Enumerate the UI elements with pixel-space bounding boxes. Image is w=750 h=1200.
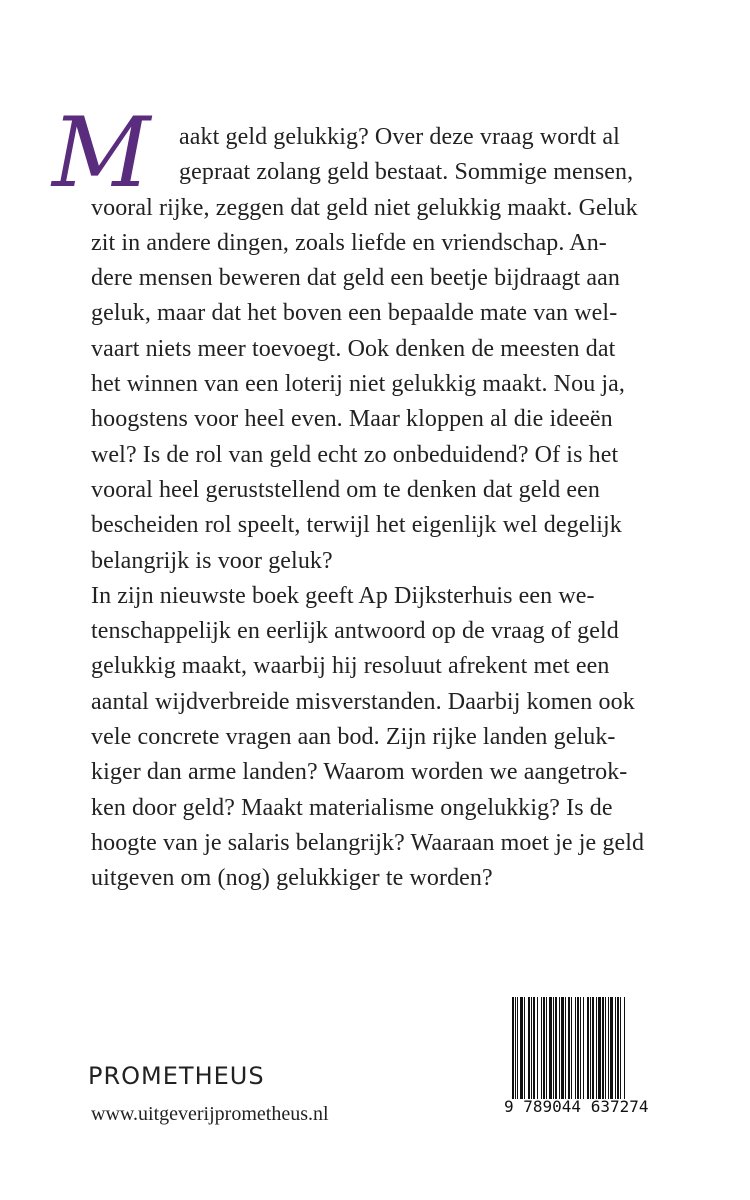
barcode-bar xyxy=(549,997,552,1099)
blurb-line: gelukkig maakt, waarbij hij resoluut afrekent met een xyxy=(91,653,610,680)
barcode-bar xyxy=(583,997,584,1099)
barcode-bar xyxy=(575,997,576,1099)
barcode-bar xyxy=(515,997,516,1099)
barcode-bar xyxy=(596,997,597,1099)
blurb-text xyxy=(91,120,671,897)
blurb-line: ken door geld? Maakt materialisme ongelukkig? Is de xyxy=(91,794,613,821)
barcode-bars xyxy=(512,997,668,1099)
barcode-bar xyxy=(587,997,589,1099)
barcode-bar xyxy=(517,997,518,1099)
barcode-bar xyxy=(541,997,542,1099)
barcode-bar xyxy=(608,997,609,1099)
barcode-bar xyxy=(533,997,535,1099)
blurb-line: wel? Is de rol van geld echt zo onbeduidend? Of is het xyxy=(91,441,619,468)
barcode-bar xyxy=(610,997,613,1099)
barcode-bar xyxy=(592,997,594,1099)
barcode-bar xyxy=(568,997,570,1099)
blurb-line: kiger dan arme landen? Waarom worden we aangetrok- xyxy=(91,759,628,786)
barcode-bar xyxy=(577,997,579,1099)
blurb-line: bescheiden rol speelt, terwijl het eigenlijk wel degelijk xyxy=(91,512,622,539)
barcode-bar xyxy=(543,997,545,1099)
barcode-bar xyxy=(555,997,557,1099)
barcode-bar xyxy=(571,997,572,1099)
blurb-line: geluk, maar dat het boven een bepaalde mate van wel- xyxy=(91,300,618,327)
barcode-bar xyxy=(531,997,532,1099)
isbn-barcode xyxy=(504,995,669,1127)
publisher-logo: PROMETHEUS xyxy=(88,1062,265,1090)
blurb-line: In zijn nieuwste boek geeft Ap Dijksterhuis een we- xyxy=(91,582,595,609)
barcode-bar xyxy=(590,997,591,1099)
barcode-bar xyxy=(528,997,530,1099)
blurb-line: hoogstens voor heel even. Maar kloppen al die ideeën xyxy=(91,406,613,433)
barcode-bar xyxy=(617,997,619,1099)
barcode-bar xyxy=(624,997,625,1099)
blurb-line: dere mensen beweren dat geld een beetje bijdraagt aan xyxy=(91,265,621,292)
barcode-bar xyxy=(559,997,560,1099)
barcode-bar xyxy=(546,997,547,1099)
publisher-website: www.uitgeverijprometheus.nl xyxy=(91,1103,329,1125)
barcode-bar xyxy=(512,997,514,1099)
barcode-bar xyxy=(561,997,564,1099)
barcode-bar xyxy=(598,997,601,1099)
blurb-line: hoogte van je salaris belangrijk? Waaraan moet je je geld xyxy=(91,829,645,856)
barcode-bar xyxy=(615,997,616,1099)
barcode-bar xyxy=(524,997,525,1099)
blurb-line: uitgeven om (nog) gelukkiger te worden? xyxy=(91,865,493,892)
drop-cap-letter: M xyxy=(52,97,145,209)
blurb-line: aakt geld gelukkig? Over deze vraag wordt al xyxy=(179,124,620,150)
barcode-bar xyxy=(537,997,538,1099)
blurb-line: vele concrete vragen aan bod. Zijn rijke landen geluk- xyxy=(91,724,616,751)
barcode-bar xyxy=(605,997,606,1099)
barcode-bar xyxy=(565,997,566,1099)
blurb-line: tenschappelijk en eerlijk antwoord op de vraag of geld xyxy=(91,618,619,645)
blurb-line: vooral rijke, zeggen dat geld niet gelukkig maakt. Geluk xyxy=(91,194,638,221)
blurb-line: aantal wijdverbreide misverstanden. Daarbij komen ook xyxy=(91,688,635,715)
barcode-bar xyxy=(620,997,621,1099)
barcode-bar xyxy=(553,997,554,1099)
blurb-line: gepraat zolang geld bestaat. Sommige mensen, xyxy=(179,159,634,186)
blurb-line: vaart niets meer toevoegt. Ook denken de meesten dat xyxy=(91,335,616,362)
barcode-bar xyxy=(602,997,604,1099)
blurb-line: zit in andere dingen, zoals liefde en vriendschap. An- xyxy=(91,229,607,256)
barcode-bar xyxy=(520,997,523,1099)
blurb-line: het winnen van een loterij niet gelukkig maakt. Nou ja, xyxy=(91,371,626,398)
blurb-line: vooral heel geruststellend om te denken dat geld een xyxy=(91,476,601,503)
isbn-number: 9 789044 637274 xyxy=(504,1097,649,1116)
barcode-bar xyxy=(580,997,581,1099)
blurb-line: belangrijk is voor geluk? xyxy=(91,547,333,574)
